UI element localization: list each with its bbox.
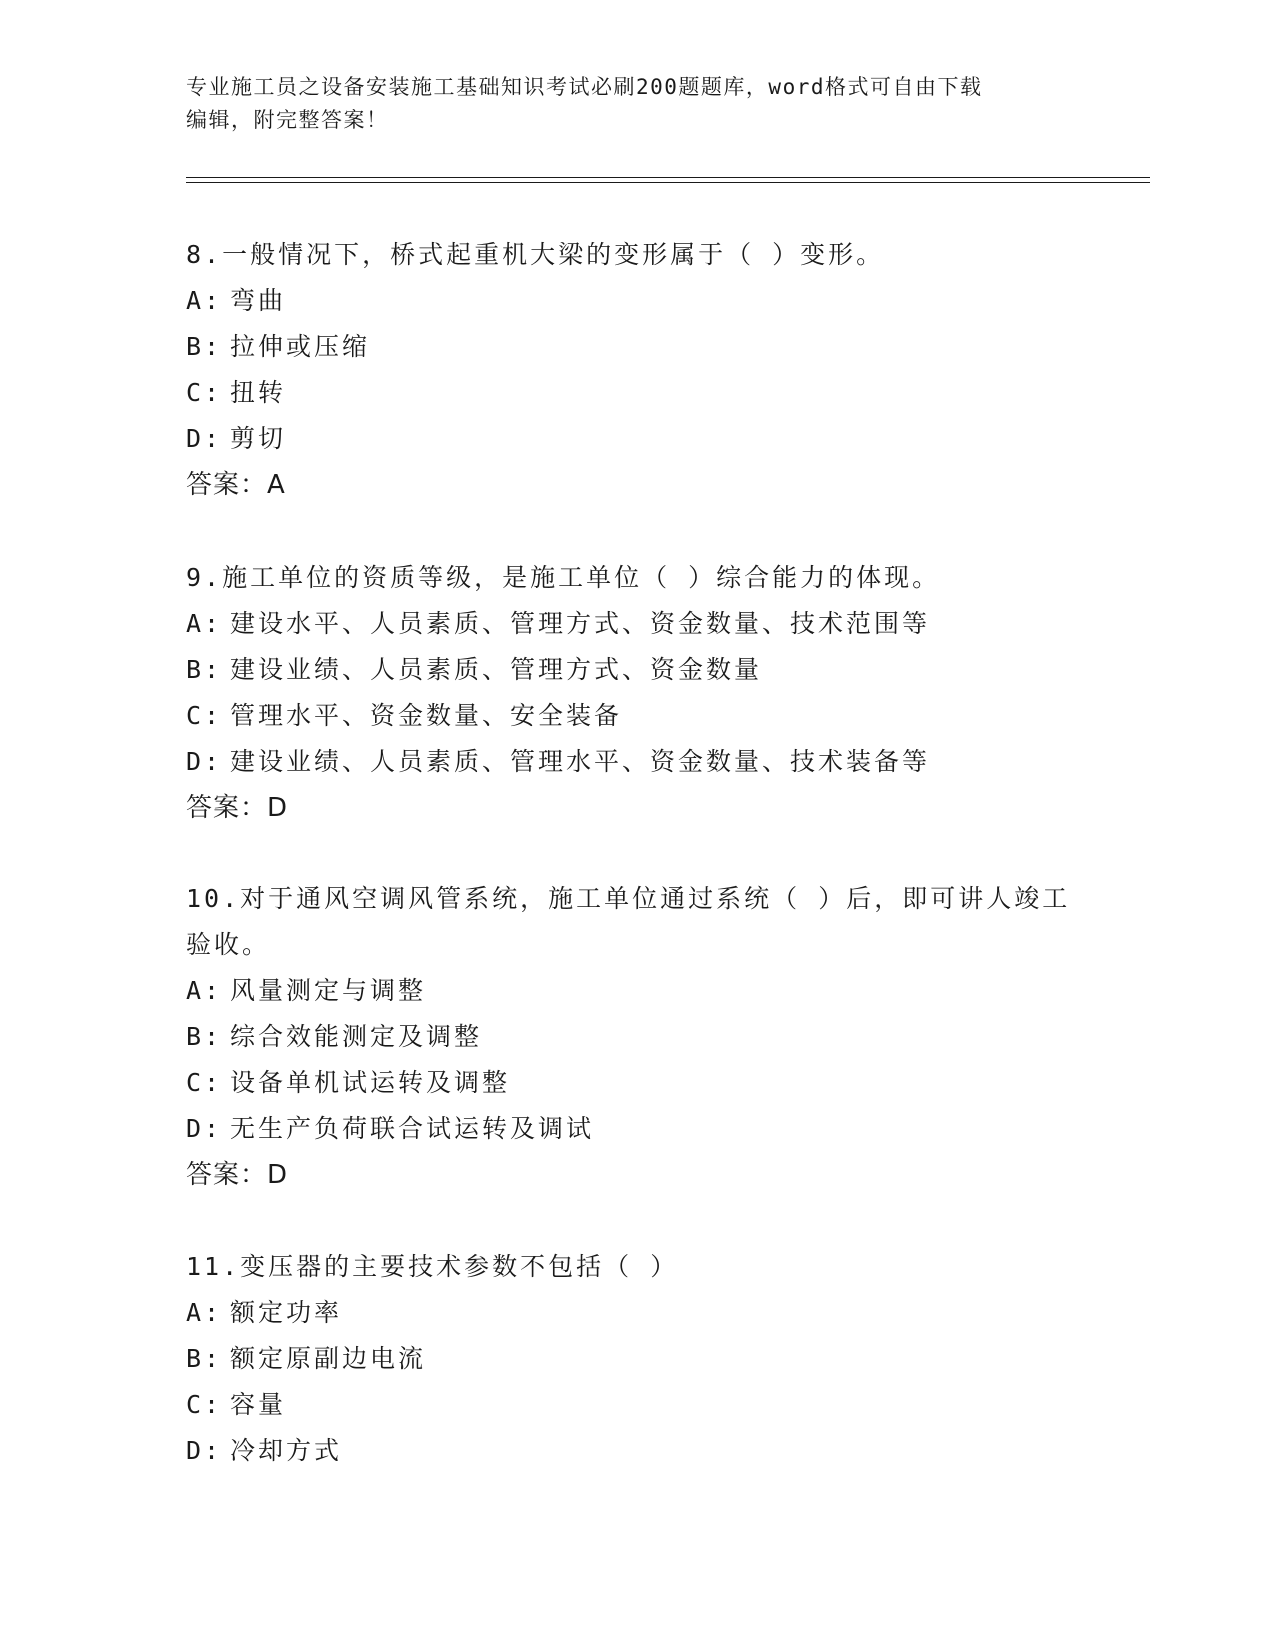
option-text: 额定功率 xyxy=(230,1298,343,1327)
option-text: 扭转 xyxy=(230,378,287,407)
question-11 xyxy=(186,1244,1086,1474)
option-key: C: xyxy=(186,378,223,407)
option-text: 建设业绩、人员素质、管理水平、资金数量、技术装备等 xyxy=(230,747,931,776)
option-key: A: xyxy=(186,286,223,315)
option-key: C: xyxy=(186,701,223,730)
option-key: C: xyxy=(186,1390,223,1419)
option-c xyxy=(186,693,1086,739)
option-c xyxy=(186,1382,1086,1428)
option-a xyxy=(186,968,1086,1014)
option-a xyxy=(186,601,1086,647)
option-key: D: xyxy=(186,424,223,453)
answer-label: 答案：D xyxy=(186,793,289,823)
question-9 xyxy=(186,555,1086,831)
option-key: A: xyxy=(186,1298,223,1327)
header-line-1: 专业施工员之设备安装施工基础知识考试必刷200题题库，word格式可自由下载 xyxy=(186,75,983,99)
option-d xyxy=(186,416,1086,462)
option-key: C: xyxy=(186,1068,223,1097)
option-text: 拉伸或压缩 xyxy=(230,332,371,361)
option-b xyxy=(186,1336,1086,1382)
option-text: 额定原副边电流 xyxy=(230,1344,427,1373)
header-line-2: 编辑，附完整答案！ xyxy=(186,108,389,132)
option-b xyxy=(186,1014,1086,1060)
option-b xyxy=(186,324,1086,370)
option-key: A: xyxy=(186,976,223,1005)
option-a xyxy=(186,1290,1086,1336)
option-text: 无生产负荷联合试运转及调试 xyxy=(230,1114,595,1143)
question-10 xyxy=(186,876,1086,1198)
option-key: B: xyxy=(186,1022,223,1051)
option-c xyxy=(186,1060,1086,1106)
option-text: 建设业绩、人员素质、管理方式、资金数量 xyxy=(230,655,763,684)
question-stem: 11.变压器的主要技术参数不包括（ ） xyxy=(186,1252,679,1281)
option-text: 冷却方式 xyxy=(230,1436,343,1465)
option-text: 容量 xyxy=(230,1390,287,1419)
document-header xyxy=(186,71,1086,137)
option-key: D: xyxy=(186,747,223,776)
option-text: 综合效能测定及调整 xyxy=(230,1022,483,1051)
option-key: B: xyxy=(186,1344,223,1373)
option-text: 管理水平、资金数量、安全装备 xyxy=(230,701,623,730)
question-stem: 10.对于通风空调风管系统，施工单位通过系统（ ）后，即可讲人竣工验收。 xyxy=(186,884,1071,959)
option-a xyxy=(186,278,1086,324)
question-8 xyxy=(186,232,1086,508)
question-stem: 9.施工单位的资质等级，是施工单位（ ）综合能力的体现。 xyxy=(186,563,941,592)
question-stem: 8.一般情况下，桥式起重机大梁的变形属于（ ）变形。 xyxy=(186,240,885,269)
answer-label: 答案：A xyxy=(186,470,286,500)
option-text: 风量测定与调整 xyxy=(230,976,427,1005)
option-text: 弯曲 xyxy=(230,286,287,315)
option-c xyxy=(186,370,1086,416)
option-d xyxy=(186,739,1086,785)
option-d xyxy=(186,1428,1086,1474)
header-divider-bottom xyxy=(186,182,1150,183)
option-text: 设备单机试运转及调整 xyxy=(230,1068,511,1097)
option-key: B: xyxy=(186,655,223,684)
option-text: 剪切 xyxy=(230,424,287,453)
option-key: D: xyxy=(186,1114,223,1143)
option-key: D: xyxy=(186,1436,223,1465)
option-d xyxy=(186,1106,1086,1152)
answer-label: 答案：D xyxy=(186,1160,289,1190)
option-text: 建设水平、人员素质、管理方式、资金数量、技术范围等 xyxy=(230,609,931,638)
option-b xyxy=(186,647,1086,693)
option-key: A: xyxy=(186,609,223,638)
option-key: B: xyxy=(186,332,223,361)
header-divider-top xyxy=(186,177,1150,178)
